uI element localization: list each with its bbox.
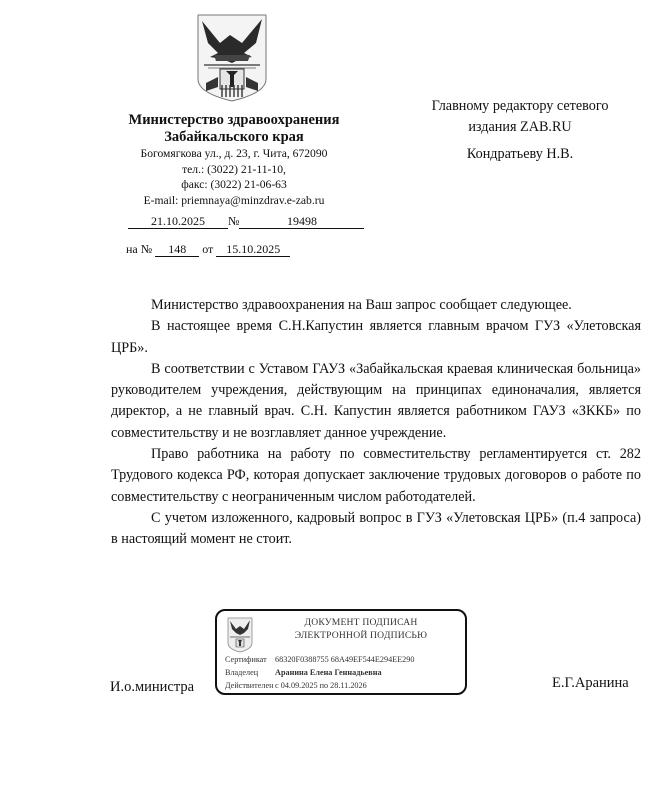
body-paragraph: Министерство здравоохранения на Ваш запрос сообщает следующее. (151, 297, 572, 313)
valid-to: 28.11.2026 (330, 681, 367, 690)
stamp-title-line2: ЭЛЕКТРОННОЙ ПОДПИСЬЮ (294, 630, 428, 641)
stamp-title-line1: ДОКУМЕНТ ПОДПИСАН (304, 617, 418, 628)
reply-number: 148 (155, 242, 199, 257)
certificate-value: 68320F0388755 68A49EF544E294EE290 (275, 655, 415, 664)
valid-label: Действителен (225, 681, 274, 690)
reply-date: 15.10.2025 (216, 242, 290, 257)
org-address: Богомягкова ул., д. 23, г. Чита, 672090 (140, 147, 328, 160)
coat-of-arms-icon (196, 13, 268, 103)
owner-label: Владелец (225, 668, 259, 677)
reply-ref (126, 242, 290, 257)
body-paragraph: Право работника на работу по совместительству регламентируется ст. 282 Трудового кодекса РФ, которая допускает заключение трудовых договоров о работе по совместительству с неограниченным числом работодателей. (111, 446, 641, 505)
valid-from-prefix: с (275, 681, 279, 690)
org-name-line2: Забайкальского края (164, 129, 304, 145)
outgoing-number: 19498 (239, 214, 364, 229)
stamp-certificate-row (225, 655, 414, 664)
valid-to-prefix: по (319, 681, 329, 690)
letter-body (111, 295, 641, 551)
addressee-line2: издания ZAB.RU (468, 119, 572, 135)
stamp-coat-of-arms-icon (227, 617, 253, 653)
addressee-line1: Главному редактору сетевого (431, 98, 609, 114)
outgoing-date: 21.10.2025 (128, 214, 228, 229)
stamp-owner-row (225, 668, 382, 677)
letterhead (100, 112, 368, 208)
body-paragraph: С учетом изложенного, кадровый вопрос в ГУЗ «Улетовская ЦРБ» (п.4 запроса) в настоящий момент не стоит. (111, 509, 641, 548)
owner-value: Аранина Елена Геннадьевна (275, 668, 382, 677)
org-phone: тел.: (3022) 21-11-10, (182, 162, 286, 176)
body-paragraph: В соответствии с Уставом ГАУЗ «Забайкальская краевая клиническая больница» руководителем учреждения, действующим на принципах единоначалия, является директор, а не главный врач. С.Н. Капустин является работником ГАУЗ «ЗККБ» по совместительству и не возглавляет данное учреждение. (111, 360, 641, 441)
outgoing-number-label: № (228, 214, 240, 228)
outgoing-ref (128, 214, 373, 229)
addressee-name: Кондратьеву Н.В. (466, 146, 574, 162)
reply-prefix: на № (126, 242, 153, 256)
reply-from-label: от (202, 242, 214, 256)
signatory-role: И.о.министра (110, 679, 195, 695)
org-email: E-mail: priemnaya@minzdrav.e-zab.ru (143, 193, 325, 207)
stamp-valid-row (225, 681, 367, 690)
certificate-label: Сертификат (225, 655, 267, 664)
signatory-name: Е.Г.Аранина (552, 675, 629, 691)
body-paragraph: В настоящее время С.Н.Капустин является главным врачом ГУЗ «Улетовская ЦРБ». (111, 318, 641, 356)
addressee (405, 96, 635, 165)
org-name-line1: Министерство здравоохранения (128, 112, 340, 128)
org-fax: факс: (3022) 21-06-63 (181, 178, 287, 191)
stamp-title (261, 616, 461, 642)
electronic-signature-stamp (215, 609, 467, 695)
valid-from: 04.09.2025 (280, 681, 318, 690)
